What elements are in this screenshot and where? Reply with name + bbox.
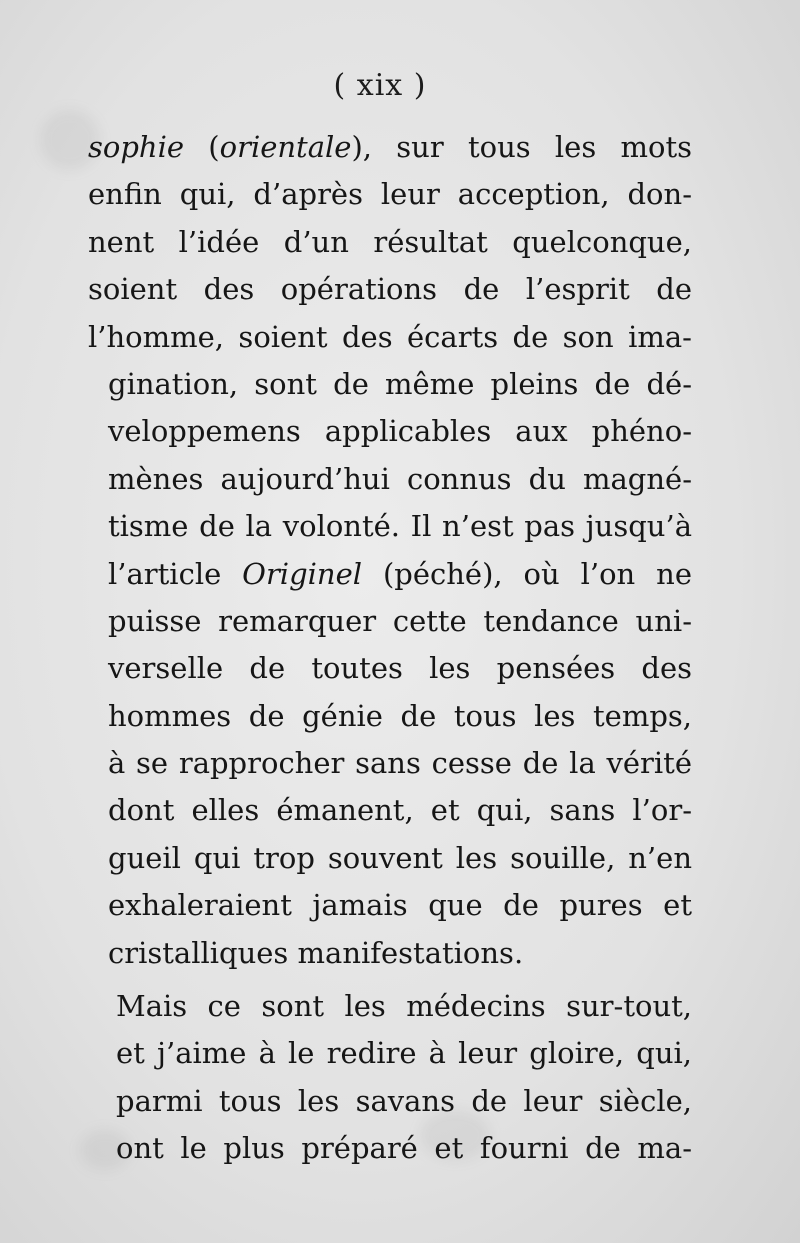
text-line-16: gueil qui trop souvent les souille, n’en — [108, 840, 692, 875]
text-line-12: verselle de toutes les pensées des — [108, 651, 692, 686]
text-line-6: gination, sont de même pleins de dé- — [108, 366, 692, 401]
text-line-4: soient des opérations de l’esprit de — [88, 272, 692, 307]
text-line-5: l’homme, soient des écarts de son ima- — [88, 319, 692, 354]
text-line-21: parmi tous les savans de leur siècle, — [116, 1083, 692, 1118]
text-line-22: ont le plus préparé et fourni de ma- — [116, 1131, 692, 1166]
text-line-14: à se rapprocher sans cesse de la vérité — [108, 746, 692, 781]
text-line-19: Mais ce sont les médecins sur-tout, — [116, 989, 692, 1024]
body-text — [88, 124, 692, 1173]
text-line-17: exhaleraient jamais que de pures et — [108, 888, 692, 923]
text-line-10: l’article Originel (péché), où l’on ne — [108, 556, 692, 591]
text-line-3: nent l’idée d’un résultat quelconque, — [88, 224, 692, 259]
text-line-20: et j’aime à le redire à leur gloire, qui, — [116, 1036, 692, 1071]
page-number-header: ( xix ) — [333, 68, 427, 103]
text-line-8: mènes aujourd’hui connus du magné- — [108, 461, 692, 496]
text-line-1: sophie (orientale), sur tous les mots — [88, 130, 692, 164]
text-line-15: dont elles émanent, et qui, sans l’or- — [108, 793, 692, 828]
text-line-2: enfin qui, d’après leur acception, don- — [88, 177, 692, 212]
text-line-11: puisse remarquer cette tendance uni- — [108, 603, 692, 638]
text-line-9: tisme de la volonté. Il n’est pas jusqu’à — [108, 509, 692, 544]
text-line-7: veloppemens applicables aux phéno- — [108, 414, 692, 449]
text-line-18: cristalliques manifestations. — [108, 935, 524, 970]
text-line-13: hommes de génie de tous les temps, — [108, 698, 692, 733]
